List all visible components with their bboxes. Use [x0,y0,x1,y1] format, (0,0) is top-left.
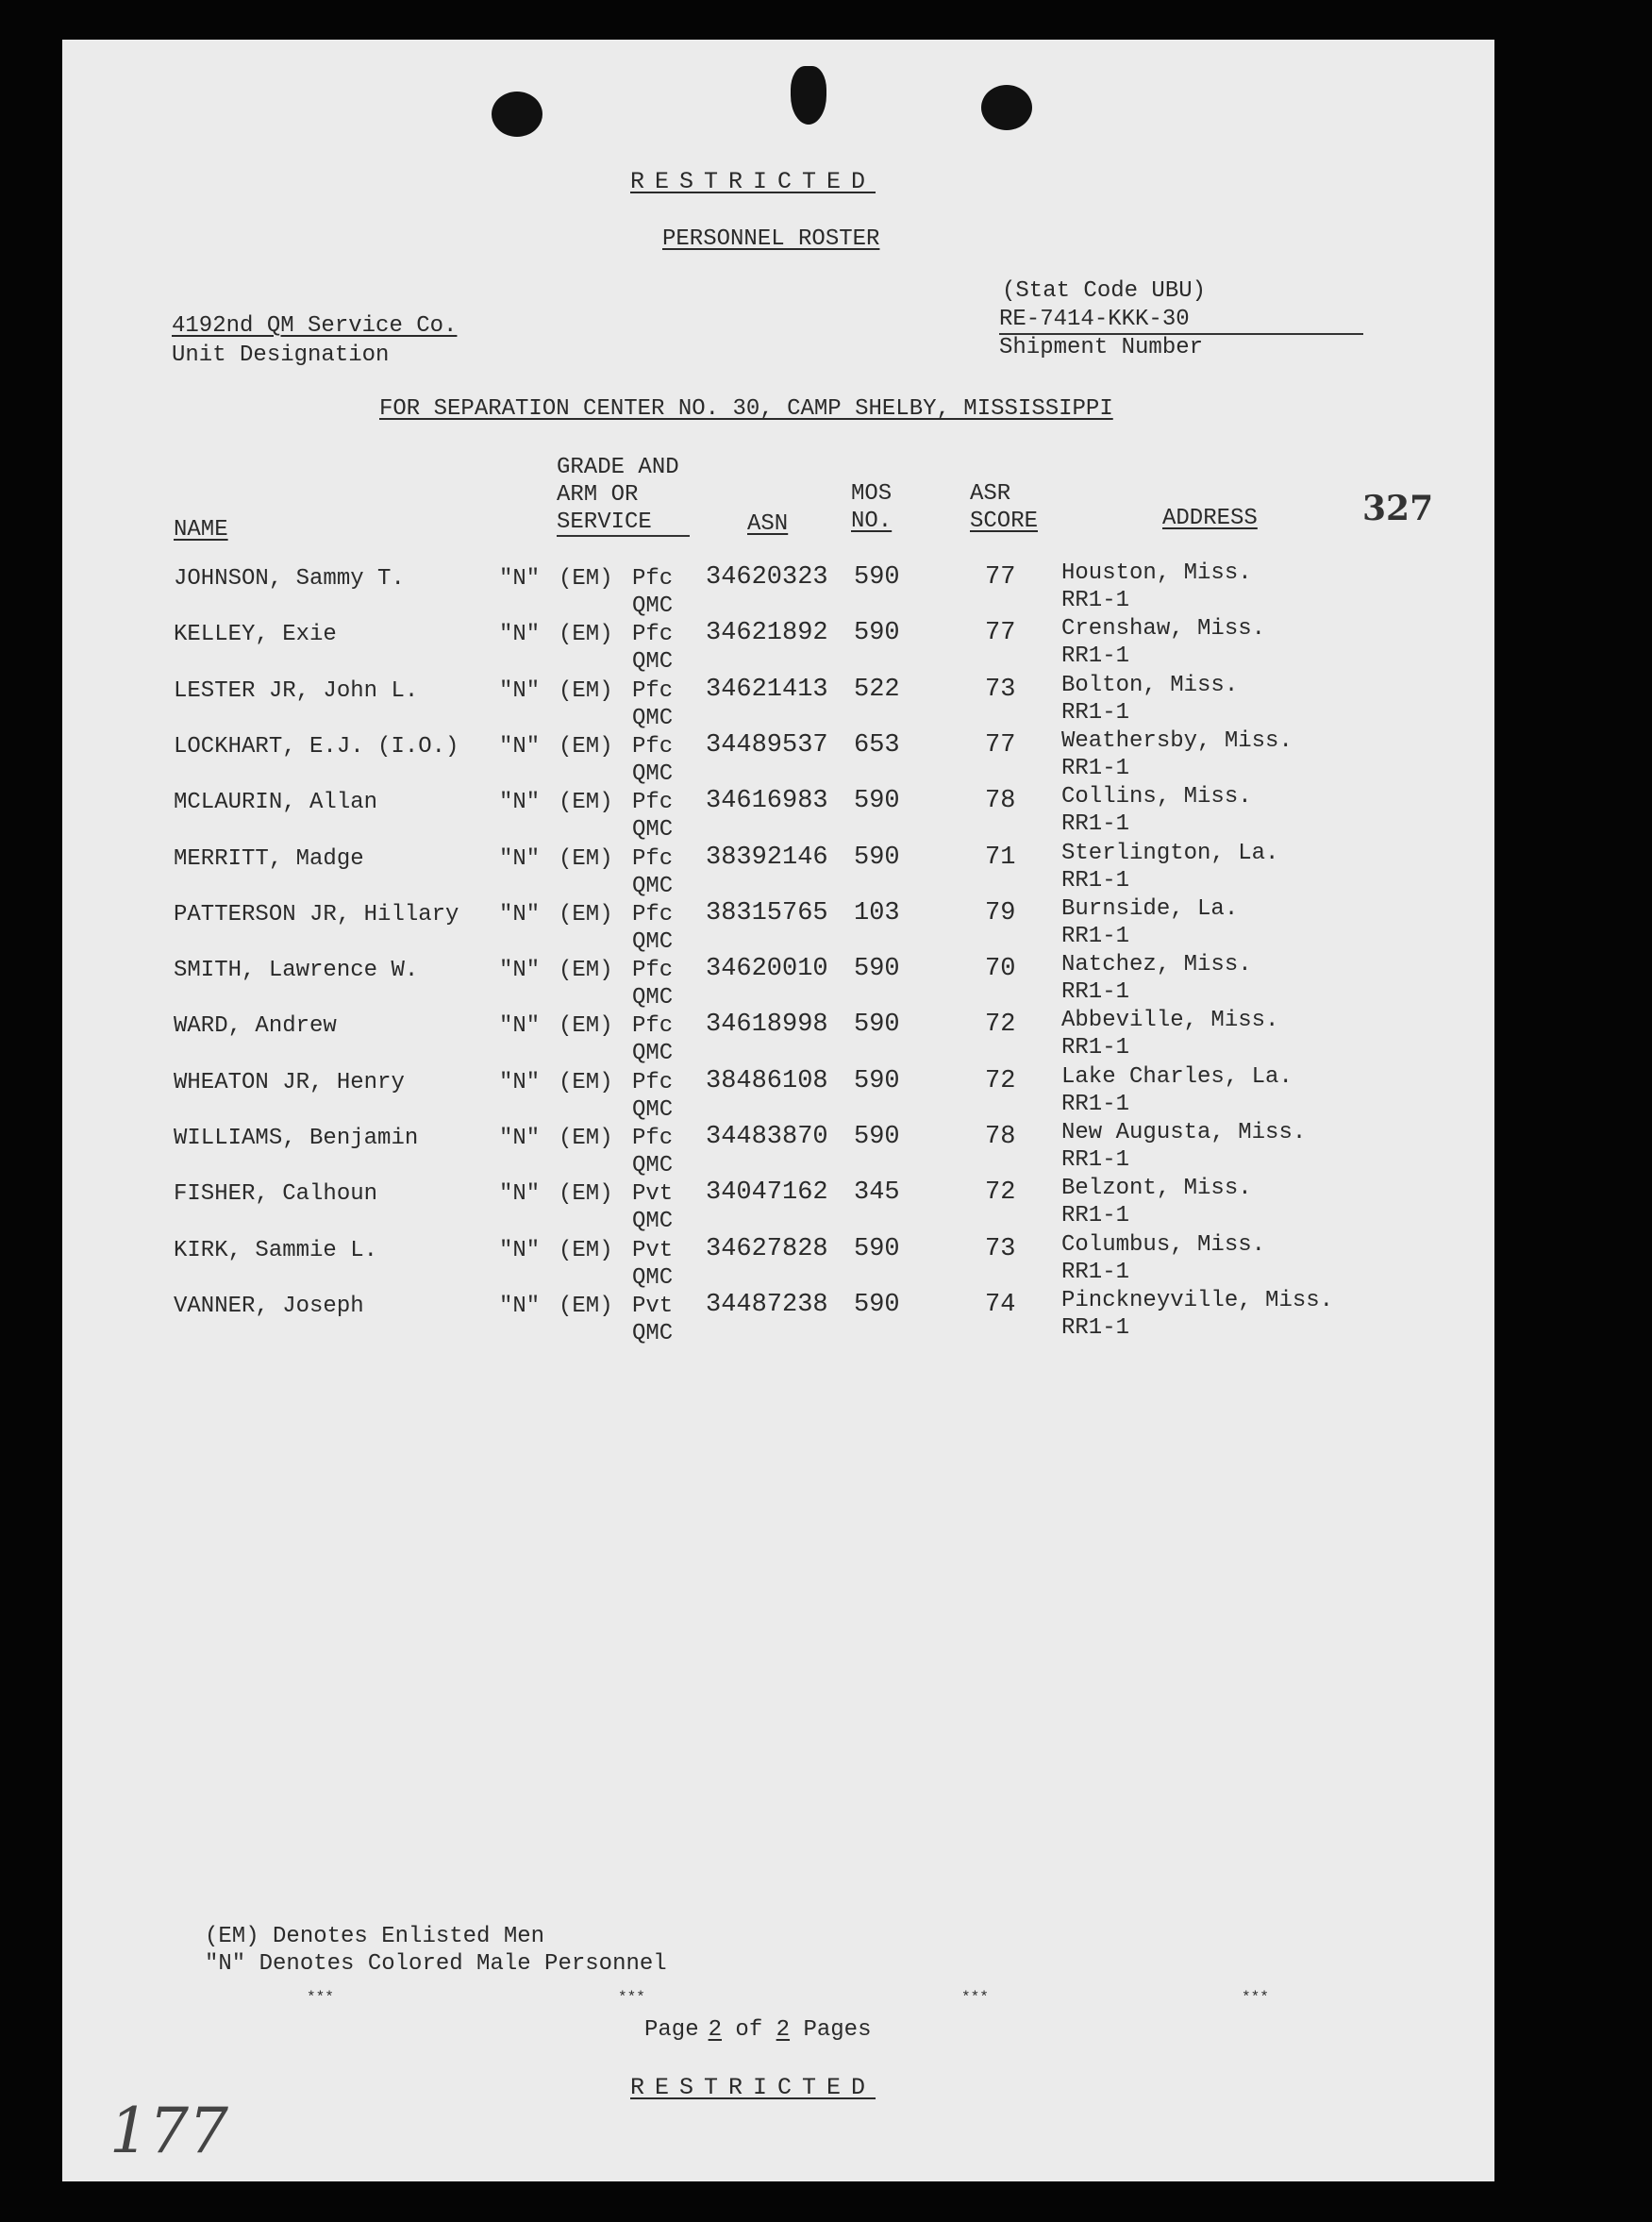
row-enlisted-code: (EM) [559,1293,613,1319]
row-service: QMC [632,817,674,844]
row-name: MCLAURIN, Allan [174,790,378,816]
separator-1: *** [307,1989,334,2006]
header-asr-line2: SCORE [970,509,1039,534]
row-name: VANNER, Joseph [174,1293,364,1319]
row-service: QMC [632,1320,674,1346]
row-asn: 38315765 [706,898,828,927]
row-grade: Pfc [632,1013,674,1040]
handwritten-number: 177 [109,2095,228,2167]
row-enlisted-code: (EM) [559,622,613,648]
row-service: QMC [632,593,674,619]
row-name: WHEATON JR, Henry [174,1069,405,1095]
unit-designation-value: 4192nd QM Service Co. [172,313,458,339]
row-mos-number: 590 [854,619,900,648]
row-enlisted-code: (EM) [559,845,613,872]
separator-4: *** [1242,1989,1269,2006]
row-enlisted-code: (EM) [559,1126,613,1151]
row-name: KELLEY, Exie [174,622,337,648]
row-service: QMC [632,1096,674,1123]
row-asr-score: 73 [985,1234,1016,1263]
table-row [62,616,1494,678]
row-name: SMITH, Lawrence W. [174,958,419,984]
row-address: Natchez, Miss. [1061,952,1252,978]
row-enlisted-code: (EM) [559,1069,613,1095]
table-row [62,895,1494,959]
row-rural-route: RR1-1 [1061,1314,1130,1341]
row-asr-score: 72 [985,1011,1016,1040]
row-enlisted-code: (EM) [559,1013,613,1040]
punch-hole-right [981,85,1032,130]
row-address: Lake Charles, La. [1061,1063,1293,1090]
row-rural-route: RR1-1 [1061,643,1130,670]
row-enlisted-code: (EM) [559,901,613,927]
row-address: Houston, Miss. [1061,560,1252,586]
row-rural-route: RR1-1 [1061,811,1130,838]
row-asr-score: 79 [985,898,1016,927]
row-colored-code: "N" [499,790,541,816]
unit-designation-label: Unit Designation [172,342,390,368]
row-grade: Pvt [632,1237,674,1263]
stamp-number: 327 [1362,489,1434,528]
table-row [62,1231,1494,1295]
row-service: QMC [632,1153,674,1178]
separator-3: *** [961,1989,989,2006]
row-colored-code: "N" [499,1237,541,1263]
row-mos-number: 653 [854,730,900,760]
row-address: Belzont, Miss. [1061,1176,1252,1202]
row-address: Pinckneyville, Miss. [1061,1287,1334,1313]
row-colored-code: "N" [499,1069,541,1095]
table-row [62,560,1494,623]
row-asn: 34618998 [706,1011,828,1040]
header-grade-line1: GRADE AND [557,455,679,480]
row-asn: 34483870 [706,1123,828,1151]
row-grade: Pfc [632,1126,674,1151]
row-mos-number: 590 [854,1290,900,1319]
row-name: FISHER, Calhoun [174,1181,378,1208]
row-name: WARD, Andrew [174,1013,337,1040]
row-asn: 34616983 [706,787,828,816]
row-asr-score: 77 [985,619,1016,648]
page-suffix: Pages [803,2017,872,2043]
row-rural-route: RR1-1 [1061,699,1130,726]
row-grade: Pfc [632,566,674,592]
row-service: QMC [632,649,674,676]
row-grade: Pvt [632,1293,674,1319]
row-enlisted-code: (EM) [559,1237,613,1263]
row-address: Weathersby, Miss. [1061,727,1293,754]
row-asn: 34047162 [706,1178,828,1208]
row-asr-score: 72 [985,1066,1016,1095]
row-asn: 34621413 [706,675,828,704]
row-mos-number: 103 [854,898,900,927]
row-asn: 38392146 [706,843,828,872]
row-name: JOHNSON, Sammy T. [174,566,405,592]
row-address: Crenshaw, Miss. [1061,616,1266,643]
header-mos-line1: MOS [851,481,893,507]
row-asn: 34627828 [706,1234,828,1263]
row-asr-score: 72 [985,1178,1016,1208]
punch-hole-center [791,66,826,125]
row-service: QMC [632,928,674,955]
page-of: of [735,2017,763,2043]
row-name: LOCKHART, E.J. (I.O.) [174,733,459,760]
row-enlisted-code: (EM) [559,677,613,704]
row-mos-number: 345 [854,1178,900,1208]
row-mos-number: 590 [854,1234,900,1263]
header-address: ADDRESS [1162,506,1258,531]
legend-n: "N" Denotes Colored Male Personnel [205,1951,667,1977]
row-name: PATTERSON JR, Hillary [174,901,459,927]
page-total: 2 [776,2017,791,2043]
row-colored-code: "N" [499,622,541,648]
row-rural-route: RR1-1 [1061,755,1130,781]
row-colored-code: "N" [499,1181,541,1208]
row-rural-route: RR1-1 [1061,1259,1130,1285]
row-rural-route: RR1-1 [1061,923,1130,949]
table-row [62,1287,1494,1350]
row-mos-number: 522 [854,675,900,704]
row-colored-code: "N" [499,1293,541,1319]
header-grade-line2: ARM OR [557,482,639,508]
row-asr-score: 74 [985,1290,1016,1319]
row-grade: Pfc [632,733,674,760]
row-address: Abbeville, Miss. [1061,1008,1279,1034]
row-name: LESTER JR, John L. [174,677,419,704]
row-rural-route: RR1-1 [1061,867,1130,894]
punch-hole-left [492,92,542,137]
row-name: KIRK, Sammie L. [174,1237,378,1263]
row-colored-code: "N" [499,566,541,592]
row-service: QMC [632,873,674,899]
row-grade: Pfc [632,1069,674,1095]
row-asr-score: 70 [985,955,1016,984]
row-rural-route: RR1-1 [1061,979,1130,1006]
row-mos-number: 590 [854,1011,900,1040]
page-indicator [644,2017,871,2043]
table-row [62,952,1494,1014]
row-address: New Augusta, Miss. [1061,1120,1307,1145]
row-asr-score: 77 [985,730,1016,760]
row-name: WILLIAMS, Benjamin [174,1126,419,1151]
row-grade: Pvt [632,1181,674,1208]
table-row [62,1008,1494,1070]
row-service: QMC [632,985,674,1011]
row-service: QMC [632,705,674,731]
row-mos-number: 590 [854,1123,900,1151]
row-service: QMC [632,1209,674,1235]
row-colored-code: "N" [499,1013,541,1040]
row-grade: Pfc [632,958,674,984]
row-rural-route: RR1-1 [1061,1147,1130,1173]
table-row [62,672,1494,735]
row-colored-code: "N" [499,1126,541,1151]
row-service: QMC [632,1041,674,1067]
row-asn: 34620010 [706,955,828,984]
shipment-number-value: RE-7414-KKK-30 [999,307,1363,335]
page-prefix: Page [644,2017,699,2043]
row-grade: Pfc [632,901,674,927]
row-asr-score: 71 [985,843,1016,872]
separation-center: FOR SEPARATION CENTER NO. 30, CAMP SHELBY, MISSISSIPPI [379,396,1113,422]
row-address: Columbus, Miss. [1061,1231,1266,1258]
header-mos-line2: NO. [851,509,893,534]
row-asr-score: 73 [985,675,1016,704]
row-asn: 34620323 [706,563,828,592]
table-row [62,1176,1494,1238]
row-enlisted-code: (EM) [559,733,613,760]
row-grade: Pfc [632,622,674,648]
table-row [62,1063,1494,1127]
header-grade-line3: SERVICE [557,510,690,537]
row-service: QMC [632,1264,674,1291]
classification-footer: RESTRICTED [630,2074,876,2101]
table-row [62,784,1494,846]
shipment-number-label: Shipment Number [999,335,1204,360]
row-grade: Pfc [632,790,674,816]
row-mos-number: 590 [854,955,900,984]
row-service: QMC [632,760,674,787]
row-address: Collins, Miss. [1061,784,1252,810]
classification-header: RESTRICTED [630,168,876,195]
table-row [62,727,1494,791]
row-asn: 34621892 [706,619,828,648]
row-mos-number: 590 [854,1066,900,1095]
row-asr-score: 78 [985,1123,1016,1151]
row-asn: 34489537 [706,730,828,760]
row-enlisted-code: (EM) [559,790,613,816]
table-row [62,1120,1494,1182]
separator-2: *** [618,1989,645,2006]
header-name: NAME [174,517,228,543]
row-colored-code: "N" [499,677,541,704]
row-rural-route: RR1-1 [1061,1203,1130,1229]
page-number: 2 [708,2017,723,2043]
row-rural-route: RR1-1 [1061,1091,1130,1117]
header-asn: ASN [747,511,789,537]
document-title: PERSONNEL ROSTER [662,226,880,252]
row-asn: 38486108 [706,1066,828,1095]
row-rural-route: RR1-1 [1061,1035,1130,1061]
row-name: MERRITT, Madge [174,845,364,872]
row-grade: Pfc [632,845,674,872]
row-colored-code: "N" [499,958,541,984]
stat-code: (Stat Code UBU) [1002,278,1207,304]
row-address: Bolton, Miss. [1061,672,1239,698]
legend-em: (EM) Denotes Enlisted Men [205,1924,545,1949]
row-colored-code: "N" [499,733,541,760]
row-mos-number: 590 [854,787,900,816]
table-row [62,840,1494,903]
row-enlisted-code: (EM) [559,958,613,984]
row-asr-score: 77 [985,563,1016,592]
row-asr-score: 78 [985,787,1016,816]
row-rural-route: RR1-1 [1061,588,1130,613]
header-asr-line1: ASR [970,481,1011,507]
row-grade: Pfc [632,677,674,704]
row-enlisted-code: (EM) [559,1181,613,1208]
row-asn: 34487238 [706,1290,828,1319]
row-colored-code: "N" [499,845,541,872]
row-mos-number: 590 [854,563,900,592]
document-page [62,40,1494,2181]
row-address: Sterlington, La. [1061,840,1279,866]
row-address: Burnside, La. [1061,895,1239,922]
row-colored-code: "N" [499,901,541,927]
row-mos-number: 590 [854,843,900,872]
row-enlisted-code: (EM) [559,566,613,592]
